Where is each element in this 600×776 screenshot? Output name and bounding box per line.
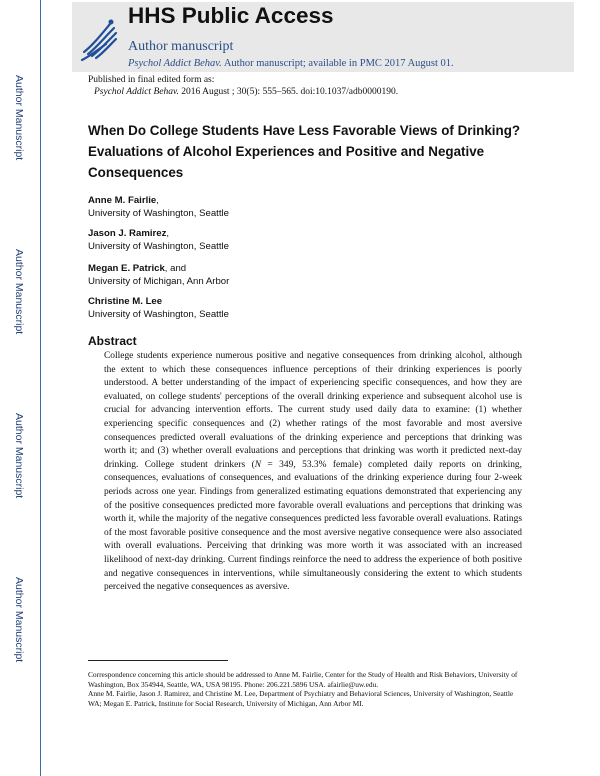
author-name: Anne M. Fairlie: [88, 195, 157, 206]
header-journal: Psychol Addict Behav.: [128, 58, 222, 69]
author-manuscript-label: Author manuscript: [128, 39, 234, 54]
author-affiliation: University of Washington, Seattle: [88, 208, 229, 219]
abstract-heading: Abstract: [88, 334, 137, 348]
abstract-n: N: [254, 459, 262, 470]
author-affiliation: University of Washington, Seattle: [88, 309, 229, 320]
header-availability: Author manuscript; available in PMC 2017 August 01.: [223, 58, 454, 69]
author-2: [88, 227, 229, 253]
footnote-correspondence: Correspondence concerning this article should be addressed to Anne M. Fairlie, Center for the Study of Health and Risk Behaviors, University of Washington, Box 354944, Seattle, WA, USA 98195. Phone: 206.221.5896 USA. afairlie@uw.edu.: [88, 670, 518, 689]
author-suffix: , and: [164, 263, 187, 274]
author-affiliation: University of Michigan, Ann Arbor: [88, 276, 230, 287]
citation-line: [94, 87, 398, 97]
side-label-1: Author Manuscript: [13, 75, 25, 161]
author-4: [88, 295, 229, 321]
author-suffix: ,: [156, 195, 159, 206]
side-label-2: Author Manuscript: [13, 249, 25, 335]
footnote: [88, 670, 520, 708]
article-title: When Do College Students Have Less Favorable Views of Drinking? Evaluations of Alcohol Experiences and Positive and Negative Consequences: [88, 123, 521, 180]
pmc-availability: [128, 58, 454, 69]
side-rule: [40, 0, 41, 776]
footnote-affiliations: Anne M. Fairlie, Jason J. Ramirez, and Christine M. Lee, Department of Psychiatry and Behavioral Sciences, University of Washington, Seattle WA; Megan E. Patrick, Institute for Social Research, University of Michigan, Ann Arbor MI.: [88, 689, 514, 708]
author-name: Christine M. Lee: [88, 296, 163, 307]
abstract-part-2: = 349, 53.3% female) completed daily reports on drinking, consequences, evaluations of consequences, and evaluations of the drinking experience during four 2-week periods across one year. Findings from generalized estimating equations demonstrated that experiencing any of the positive consequences predicted more favorable overall evaluations and perceptions that drinking was worth it, while the majority of the negative consequences predicted less favorable overall evaluations. Ratings of the most favorable positive consequence and the most aversive negative consequence were also associated with overall evaluations. Perceiving that drinking was more worth it was associated with an increased likelihood of next-day drinking. Current findings reinforce the need to address the experience of both positive and negative consequences in interventions, while simultaneously considering the extent to which students perceived the negative consequences as aversive.: [104, 459, 522, 593]
hhs-title: HHS Public Access: [128, 3, 334, 28]
author-suffix: ,: [166, 228, 170, 239]
author-1: [88, 194, 229, 220]
side-label-3: Author Manuscript: [13, 413, 25, 499]
hhs-eagle-logo-icon: [78, 16, 120, 64]
abstract-body: [104, 350, 522, 595]
author-name: Jason J. Ramirez: [88, 228, 167, 239]
author-affiliation: University of Washington, Seattle: [88, 241, 229, 252]
published-line: Published in final edited form as:: [88, 75, 215, 85]
author-3: [88, 262, 229, 288]
author-name: Megan E. Patrick: [88, 263, 165, 274]
abstract-part-1: College students experience numerous positive and negative consequences from drinking alcohol, although the extent to which these consequences influence perceptions of their drinking experiences is poorly understood. A better understanding of the impact of experiencing specific consequences, and how they are evaluated, on college students' perceptions of the overall drinking experience and subsequent alcohol use is crucial for advancing intervention efforts. The current study used daily data to examine: (1) whether experiencing specific consequences and (2) whether ratings of the most favorable and most aversive consequences predicted overall evaluations of the drinking experience and perceptions that drinking was worth it; and (3) whether overall evaluations and perceptions that drinking was worth it predicted next-day drinking. College student drinkers (: [104, 351, 522, 470]
footnote-rule: [88, 660, 228, 661]
citation-journal: Psychol Addict Behav.: [94, 87, 179, 97]
citation-details: 2016 August ; 30(5): 555–565. doi:10.1037/adb0000190.: [181, 87, 399, 97]
side-label-4: Author Manuscript: [13, 577, 25, 663]
